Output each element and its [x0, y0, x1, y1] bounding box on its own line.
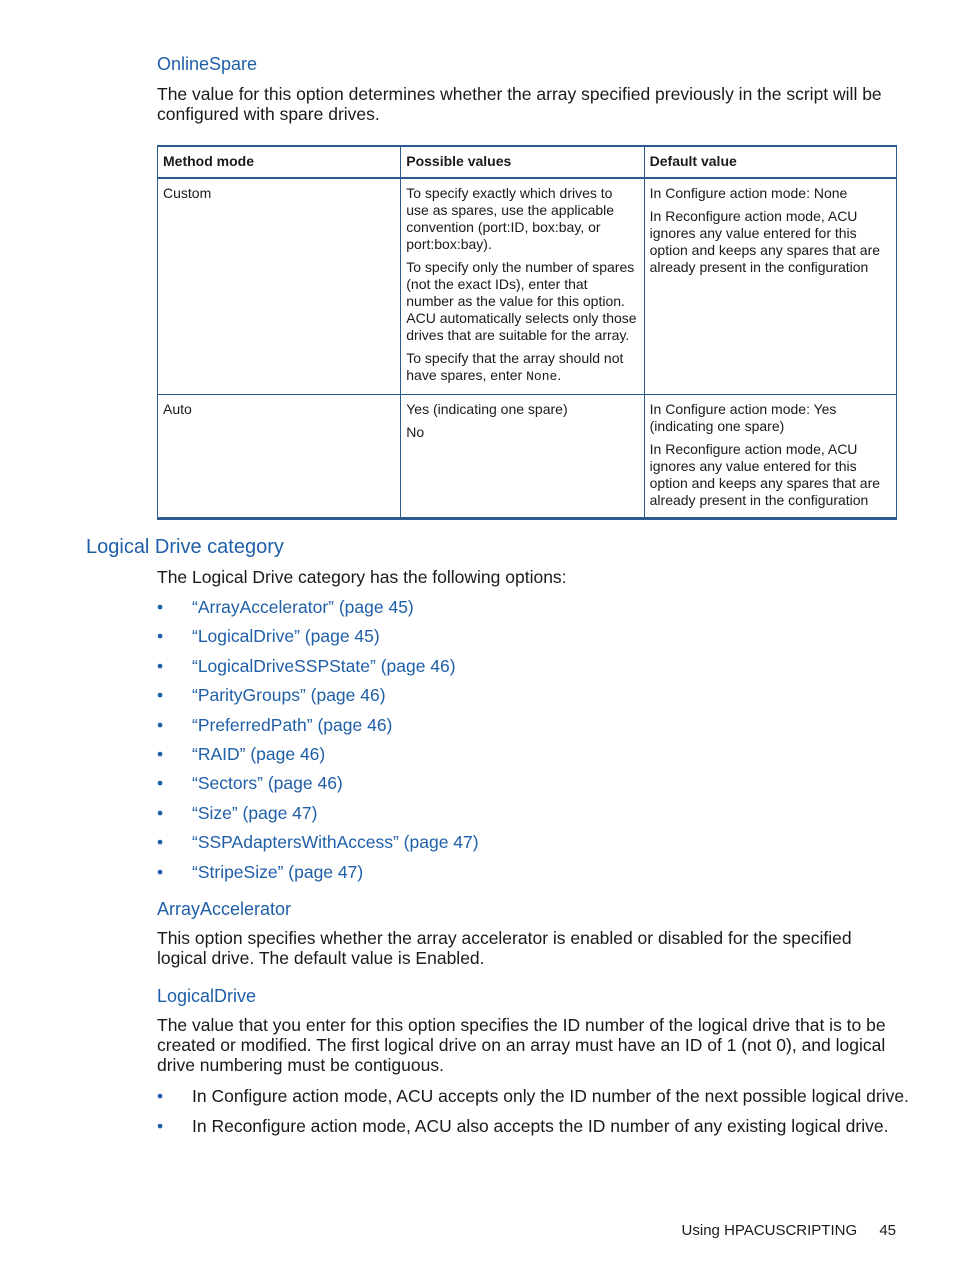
- cell-paragraph: In Configure action mode: Yes (indicating one spare): [649, 400, 837, 434]
- bullet-icon: •: [157, 685, 164, 706]
- list-item: [157, 685, 479, 705]
- logicaldrive-description: The value that you enter for this option specifies the ID number of the logical drive that is to be created or modified. The first logical drive on an array must have an ID of 1 (not 0), and logical drive numbering must be contiguous.: [157, 1015, 886, 1075]
- table-cell-method: Auto: [158, 394, 401, 518]
- list-item: [157, 832, 479, 852]
- table-row: [158, 178, 897, 394]
- cell-text: To specify that the array should not have spares, enter: [406, 350, 624, 383]
- section-heading-logicaldrive: LogicalDrive: [157, 986, 257, 1006]
- bullet-icon: •: [157, 626, 164, 647]
- list-item: [157, 715, 479, 735]
- cell-paragraph: Yes (indicating one spare): [406, 400, 568, 417]
- list-item: [157, 1086, 909, 1106]
- onlinespare-description: The value for this option determines whether the array specified previously in the script will be configured with spare drives.: [157, 84, 882, 124]
- bullet-icon: •: [157, 714, 164, 735]
- cell-paragraph: In Configure action mode: None: [649, 185, 848, 201]
- bullet-icon: •: [157, 597, 164, 617]
- logical-drive-options-list: [157, 597, 479, 891]
- link-size[interactable]: “Size” (page 47): [192, 802, 318, 823]
- cell-paragraph: To specify exactly which drives to use as spares, use the applicable convention (port:ID, box:bay, or port:box:bay).: [406, 185, 615, 252]
- section-heading-logical-drive-category: Logical Drive category: [86, 536, 284, 558]
- section-heading-onlinespare: OnlineSpare: [157, 54, 258, 74]
- link-raid[interactable]: “RAID” (page 46): [192, 743, 326, 764]
- link-sectors[interactable]: “Sectors” (page 46): [192, 773, 343, 794]
- table-header-possible-values: Possible values: [401, 146, 644, 178]
- footer-section-title: Using HPACUSCRIPTING: [681, 1222, 858, 1239]
- bullet-icon: •: [157, 1116, 164, 1136]
- arrayaccelerator-description: This option specifies whether the array accelerator is enabled or disabled for the specified logical drive. The default value is Enabled.: [157, 928, 852, 968]
- link-paritygroups[interactable]: “ParityGroups” (page 46): [192, 685, 386, 706]
- list-item-text: In Reconfigure action mode, ACU also accepts the ID number of any existing logical drive.: [192, 1116, 889, 1136]
- bullet-icon: •: [157, 802, 164, 823]
- bullet-icon: •: [157, 743, 164, 764]
- list-item: [157, 803, 479, 823]
- link-stripesize[interactable]: “StripeSize” (page 47): [192, 861, 364, 882]
- list-item: [157, 597, 479, 617]
- table-header-default-value: Default value: [644, 146, 896, 178]
- cell-paragraph: In Reconfigure action mode, ACU ignores any value entered for this option and keeps any spares that are already present in the configuration: [649, 440, 881, 508]
- list-item: [157, 862, 479, 882]
- link-logicaldrive[interactable]: “LogicalDrive” (page 45): [192, 626, 380, 647]
- logicaldrive-mode-list: [157, 1086, 909, 1146]
- list-item: [157, 656, 479, 676]
- cell-paragraph: To specify only the number of spares (not the exact IDs), enter that number as the value for this option. ACU automatically selects only those drives that are suitable for the array.: [406, 259, 637, 343]
- link-preferredpath[interactable]: “PreferredPath” (page 46): [192, 714, 393, 735]
- table-header-method-mode: Method mode: [158, 146, 401, 178]
- link-arrayaccelerator[interactable]: “ArrayAccelerator” (page 45): [192, 597, 414, 617]
- code-value-none: None: [526, 369, 558, 384]
- section-heading-arrayaccelerator: ArrayAccelerator: [157, 899, 292, 919]
- cell-paragraph: [406, 350, 638, 385]
- list-item: [157, 626, 479, 646]
- link-sspadapterswithaccess[interactable]: “SSPAdaptersWithAccess” (page 47): [192, 832, 479, 853]
- table-row: [158, 394, 897, 518]
- list-item: [157, 744, 479, 764]
- onlinespare-options-table: [157, 145, 897, 520]
- list-item: [157, 1116, 909, 1136]
- logical-drive-category-intro: The Logical Drive category has the following options:: [157, 567, 567, 587]
- list-item-text: In Configure action mode, ACU accepts only the ID number of the next possible logical drive.: [192, 1086, 909, 1106]
- bullet-icon: •: [157, 655, 164, 676]
- cell-text: .: [557, 367, 562, 383]
- page-footer: [682, 1222, 896, 1239]
- table-cell-possible-values: [401, 394, 644, 518]
- table-cell-method: Custom: [158, 178, 401, 394]
- cell-paragraph: In Reconfigure action mode, ACU ignores any value entered for this option and keeps any spares that are already present in the configuration: [649, 208, 881, 275]
- list-item: [157, 773, 479, 793]
- cell-paragraph: No: [406, 423, 425, 440]
- page-number: 45: [879, 1222, 896, 1239]
- bullet-icon: •: [157, 861, 164, 882]
- table-cell-default-value: [644, 394, 896, 518]
- table-cell-possible-values: [401, 178, 644, 394]
- link-logicaldrivesspstate[interactable]: “LogicalDriveSSPState” (page 46): [192, 655, 456, 676]
- bullet-icon: •: [157, 1086, 164, 1106]
- bullet-icon: •: [157, 832, 164, 853]
- bullet-icon: •: [157, 773, 164, 794]
- table-cell-default-value: [644, 178, 896, 394]
